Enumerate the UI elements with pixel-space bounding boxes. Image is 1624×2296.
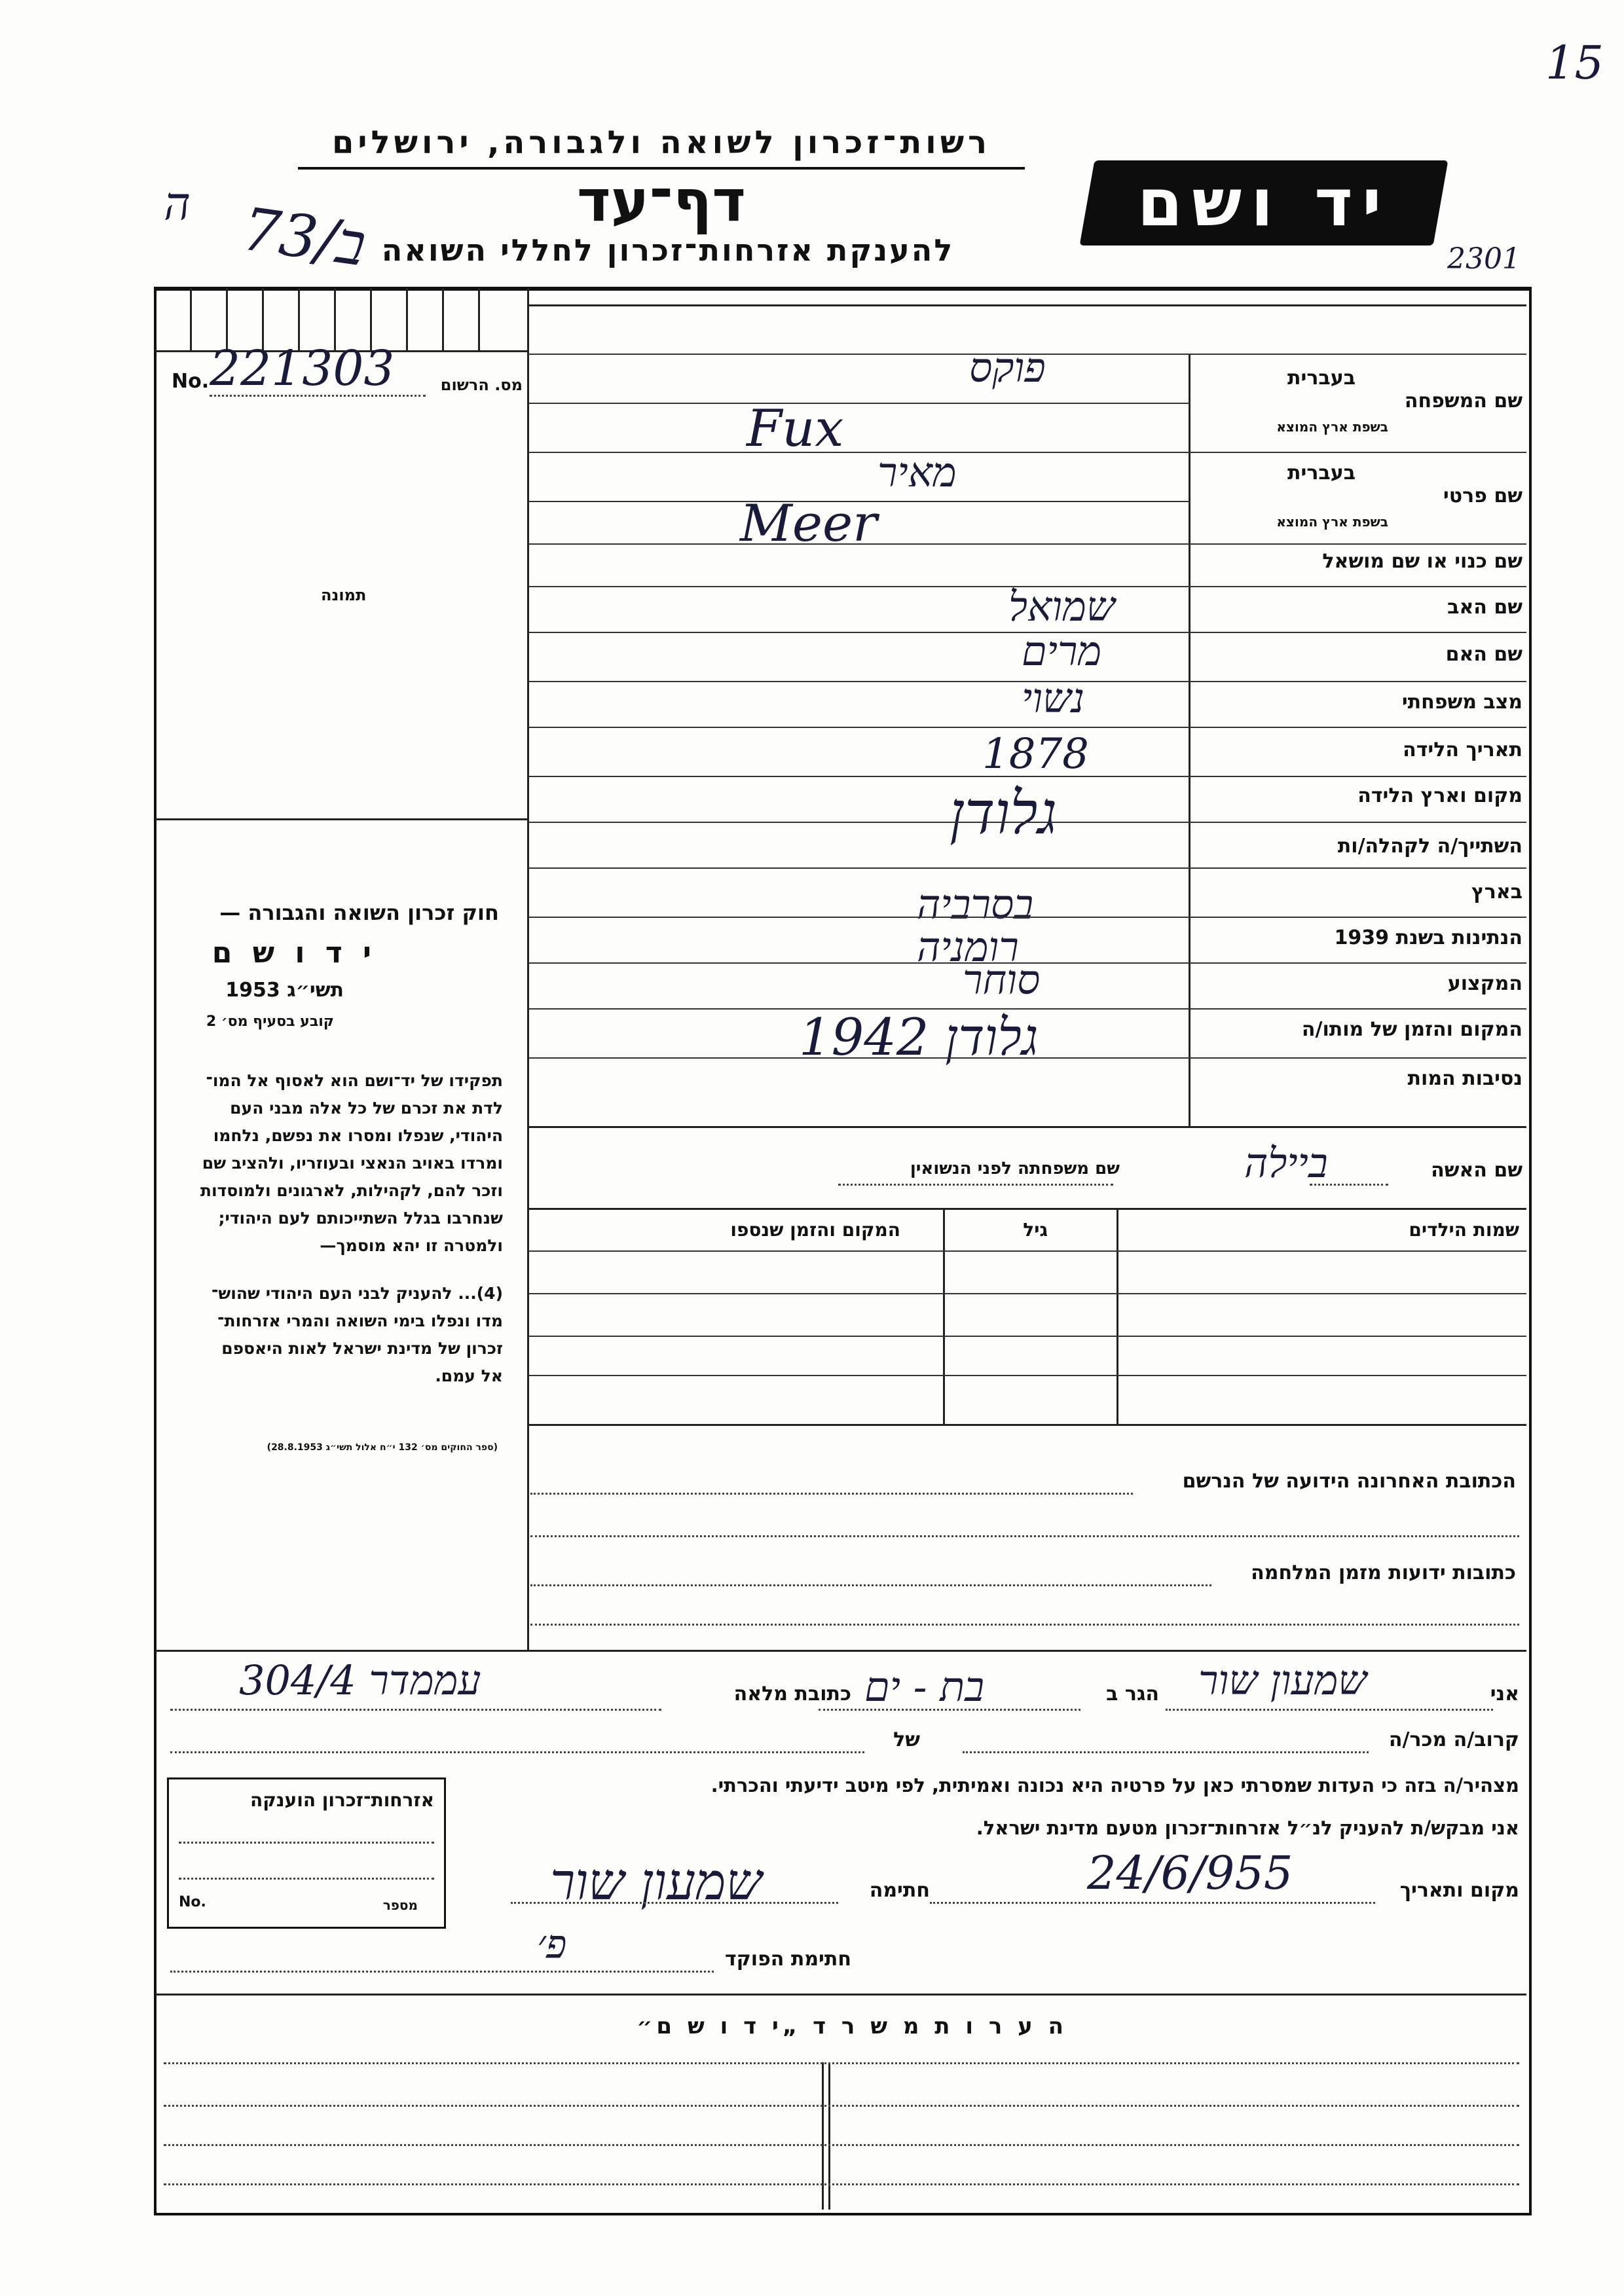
of-label: של [893, 1728, 920, 1751]
children-col-age: גיל [1023, 1219, 1048, 1241]
file-number: 2301 [1447, 242, 1521, 276]
first-name-label: שם פרטי [1443, 484, 1522, 507]
citizenship-box-title: אזרחות־זכרון הוענקה [250, 1789, 434, 1811]
father-label: שם האב [1447, 596, 1522, 619]
country-label: בארץ [1471, 881, 1522, 903]
first-name-origin-label: בשפת ארץ המוצא [1276, 514, 1388, 530]
occupation-label: המקצוע [1447, 972, 1522, 995]
officer-signature: פ׳ [537, 1922, 567, 1967]
children-col-names: שמות הילדים [1409, 1219, 1519, 1241]
family-name-label: שם המשפחה [1404, 390, 1522, 412]
mother-label: שם האם [1445, 643, 1522, 666]
office-notes-title: ה ע ר ו ת מ ש ר ד „י ד ו ש ם״ [637, 2013, 1067, 2039]
war-address-label: כתובות ידועות מזמן המלחמה [1251, 1561, 1516, 1584]
citizenship-1939-label: הנתינות בשנת 1939 [1334, 926, 1522, 949]
citizenship-granted-box [167, 1777, 446, 1929]
wife-label: שם האשה [1431, 1159, 1522, 1182]
first-name-origin-value: Meer [740, 494, 877, 553]
declaration-statement-1: מצהיר/ה בזה כי העדות שמסרתי כאן על פרטיה היא נכונה ואמיתית, לפי מיטב ידיעתי והכרתי. [710, 1774, 1519, 1796]
address-label: כתובת מלאה [733, 1683, 851, 1705]
registration-label: מס. הרשום [440, 376, 523, 394]
family-name-origin-label: בשפת ארץ המוצא [1276, 419, 1388, 435]
family-name-hebrew-value: פוקס [969, 344, 1046, 392]
officer-signature-label: חתימת הפוקד [725, 1948, 851, 1971]
corner-number: 15 [1545, 36, 1604, 90]
place-date-label: מקום ותאריך [1399, 1879, 1519, 1902]
column-divider [527, 288, 529, 1650]
relative-label: קרוב/ה מכר/ה [1388, 1728, 1519, 1751]
mother-value: מרים [1022, 627, 1102, 675]
law-line: שנחרבו בגלל השתייכותם לעם היהודי; [218, 1209, 503, 1228]
resident-label: הגר ב [1106, 1683, 1159, 1705]
law-line: וזכר להם, לקהילות, לארגונים ולמוסדות [200, 1181, 503, 1200]
label-column-divider [1189, 354, 1190, 1126]
father-value: שמואל [1008, 583, 1115, 630]
country-value: בסרביה [917, 881, 1034, 928]
marital-status-label: מצב משפחתי [1401, 691, 1522, 714]
margin-mark-he: ה [164, 177, 191, 230]
citizenship-box-no-label: No. [179, 1894, 206, 1910]
declarant-address: 304/4 עממדר [239, 1656, 481, 1704]
form-subtitle: להענקת אזרחות־זכרון לחללי השואה [381, 232, 955, 268]
law-clause: קובע בסעיף מס׳ 2 [206, 1013, 334, 1030]
declarant-signature: שמעון שור [550, 1853, 762, 1912]
law-line: תפקידו של יד־ושם הוא לאסוף אל המו־ [206, 1071, 503, 1090]
declaration-date: 24/6/955 [1087, 1846, 1293, 1900]
yad-vashem-logo [1080, 160, 1449, 246]
law-line: ולמטרה זו יהא מוסמך— [320, 1236, 503, 1255]
first-name-hebrew-label: בעברית [1287, 462, 1356, 484]
declarant-city: בת - ים [864, 1663, 985, 1711]
declarant-name: שמעון שור [1198, 1656, 1367, 1704]
birth-date-value: 1878 [982, 730, 1089, 778]
law-line: מדו ונפלו בימי השואה והמרי אזרחות־ [217, 1311, 503, 1330]
family-name-hebrew-label: בעברית [1287, 367, 1356, 390]
nickname-label: שם כנוי או שם מושאל [1322, 550, 1522, 573]
declaration-statement-2: אני מבקש/ת להעניק לנ״ל אזרחות־זכרון מטעם מדינת ישראל. [976, 1817, 1519, 1839]
authority-name: רשות־זכרון לשואה ולגבורה, ירושלים [331, 124, 991, 161]
declarant-i-label: אני [1490, 1683, 1519, 1705]
registration-number: 221303 [210, 340, 395, 397]
citizenship-1939-value: רומניה [917, 923, 1019, 971]
birth-date-label: תאריך הלידה [1403, 738, 1522, 761]
law-line: לדת את זכרם של כל אלה מבני העם [230, 1099, 503, 1118]
law-title: חוק זכרון השואה והגבורה — [219, 900, 499, 925]
death-cause-label: נסיבות המות [1407, 1067, 1522, 1090]
photo-label: תמונה [321, 586, 367, 604]
law-line: זכרון של מדינת ישראל לאות היאספם [221, 1339, 503, 1358]
law-name: י ד ו ש ם [212, 936, 377, 970]
law-line: ומרדו באויב הנאצי ובעוזריו, ולהציב שם [202, 1154, 503, 1173]
law-year: תשי״ג 1953 [225, 979, 344, 1002]
wife-value: ביילה [1244, 1139, 1328, 1187]
first-name-hebrew-value: מאיר [877, 448, 957, 496]
occupation-value: סוחר [963, 956, 1041, 1004]
law-line: (4)... להעניק לבני העם היהודי שהוש־ [211, 1284, 503, 1303]
last-address-label: הכתובת האחרונה הידועה של הנרשם [1182, 1470, 1516, 1493]
children-col-place-time: המקום והזמן שנספו [730, 1219, 900, 1241]
law-source: (ספר החוקים מס׳ 132 י״ח אלול תשי״ג 28.8.1953) [267, 1442, 498, 1453]
citizenship-box-number-label: מספר [382, 1897, 418, 1913]
birth-place-label: מקום וארץ הלידה [1357, 784, 1522, 807]
death-place-time-label: המקום והזמן של מותו/ה [1301, 1018, 1522, 1041]
birth-place-value: גלודן [950, 779, 1058, 848]
wife-maiden-label: שם משפחתה לפני הנשואין [910, 1159, 1120, 1178]
family-name-origin-value: Fux [747, 399, 844, 458]
community-label: השתייך/ה לקהלה/ות [1337, 835, 1522, 858]
form-title: דף־עד [577, 167, 746, 234]
registration-no-label: No. [172, 370, 210, 393]
logo-text: יד ושם [1137, 164, 1391, 241]
law-line: היהודי, שנפלו ומסרו את נפשם, נלחמו [213, 1126, 503, 1145]
marital-status-value: נשוי [1022, 674, 1085, 722]
death-place-time-value: גלודן 1942 [799, 1008, 1039, 1067]
margin-mark-number: 73/ב [238, 194, 370, 280]
signature-label: חתימה [869, 1879, 930, 1902]
law-line: אל עמם. [435, 1366, 503, 1385]
